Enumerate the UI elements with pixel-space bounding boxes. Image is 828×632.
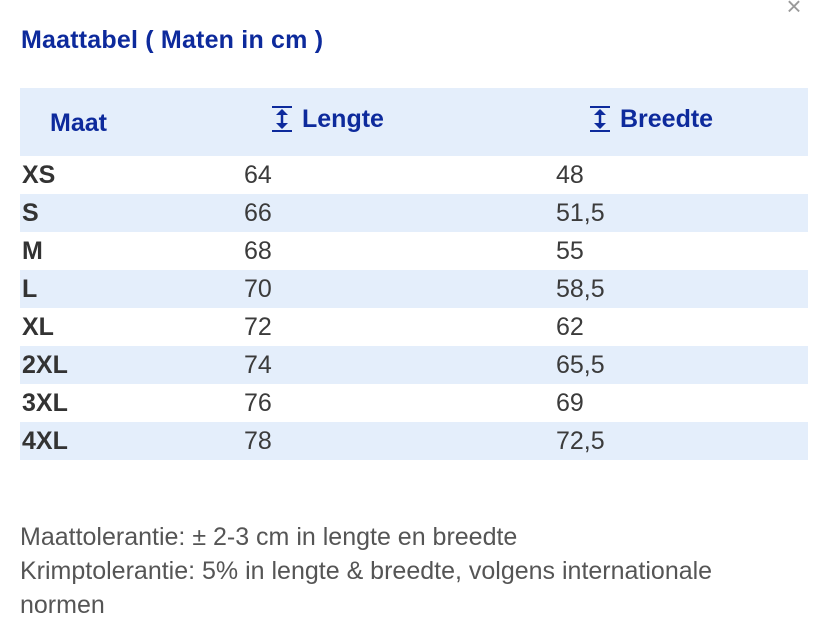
cell-maat: M [22,236,43,265]
table-row [20,232,808,270]
header-maat [20,88,244,156]
cell-maat: XS [22,160,56,189]
cell-maat: 3XL [22,388,68,417]
cell-breedte: 51,5 [556,198,605,227]
tolerance-notes [20,520,800,622]
header-maat-label: Maat [50,108,107,137]
header-lengte-label: Lengte [302,104,384,133]
table-row [20,384,808,422]
cell-maat: S [22,198,39,227]
close-button[interactable] [782,0,806,21]
close-icon: × [786,0,802,21]
table-header-row [20,88,808,156]
shrink-tolerance-note: Krimptolerantie: 5% in lengte & breedte, volgens internationale normen [20,557,713,619]
cell-lengte: 74 [244,350,272,379]
cell-lengte: 68 [244,236,272,265]
cell-maat: XL [22,312,54,341]
cell-maat: L [22,274,38,303]
table-row [20,346,808,384]
vertical-measure-icon [586,104,614,134]
header-breedte-label: Breedte [620,104,714,133]
cell-breedte: 69 [556,388,584,417]
cell-maat: 4XL [22,426,68,455]
cell-lengte: 64 [244,160,272,189]
cell-maat: 2XL [22,350,68,379]
cell-lengte: 76 [244,388,272,417]
cell-breedte: 48 [556,160,584,189]
size-tolerance-note: Maattolerantie: ± 2-3 cm in lengte en breedte [20,523,518,551]
vertical-measure-icon [268,104,296,134]
cell-breedte: 58,5 [556,274,605,303]
header-breedte [556,88,808,156]
size-table [20,88,808,460]
page-title: Maattabel ( Maten in cm ) [21,26,324,54]
header-lengte [244,88,556,156]
cell-lengte: 70 [244,274,272,303]
table-row [20,422,808,460]
cell-breedte: 55 [556,236,584,265]
table-row [20,308,808,346]
cell-lengte: 78 [244,426,272,455]
cell-lengte: 66 [244,198,272,227]
cell-breedte: 62 [556,312,584,341]
cell-breedte: 65,5 [556,350,605,379]
table-row [20,270,808,308]
cell-breedte: 72,5 [556,426,605,455]
table-row [20,156,808,194]
table-row [20,194,808,232]
cell-lengte: 72 [244,312,272,341]
